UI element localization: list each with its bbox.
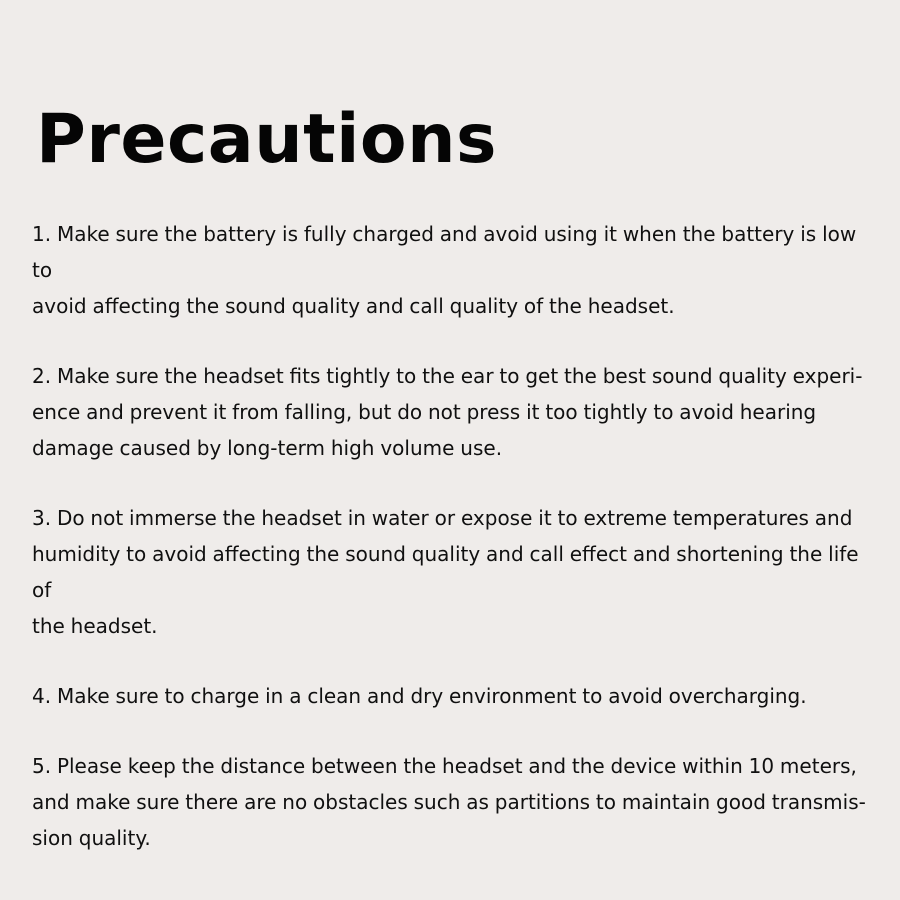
precaution-line: the headset.: [32, 614, 158, 638]
precaution-line: sion quality.: [32, 826, 151, 850]
precaution-item-3: [32, 500, 870, 644]
precaution-line: 4. Make sure to charge in a clean and dry environment to avoid overcharging.: [32, 684, 807, 708]
precaution-line: avoid affecting the sound quality and call quality of the headset.: [32, 294, 675, 318]
precaution-item-4: [32, 678, 870, 714]
precaution-line: and make sure there are no obstacles such as partitions to maintain good transmis-: [32, 790, 866, 814]
precaution-line: 1. Make sure the battery is fully charged and avoid using it when the battery is low to: [32, 222, 857, 282]
precaution-line: 5. Please keep the distance between the headset and the device within 10 meters,: [32, 754, 857, 778]
precaution-line: 3. Do not immerse the headset in water or expose it to extreme temperatures and: [32, 506, 853, 530]
precaution-item-2: [32, 358, 870, 466]
precaution-line: damage caused by long-term high volume use.: [32, 436, 503, 460]
precaution-item-1: [32, 216, 870, 324]
page-title: Precautions: [36, 100, 498, 179]
precaution-line: 2. Make sure the headset fits tightly to the ear to get the best sound quality experi-: [32, 364, 863, 388]
precaution-item-5: [32, 748, 870, 856]
precaution-line: ence and prevent it from falling, but do not press it too tightly to avoid hearing: [32, 400, 817, 424]
precaution-line: humidity to avoid affecting the sound quality and call effect and shortening the life of: [32, 542, 859, 602]
